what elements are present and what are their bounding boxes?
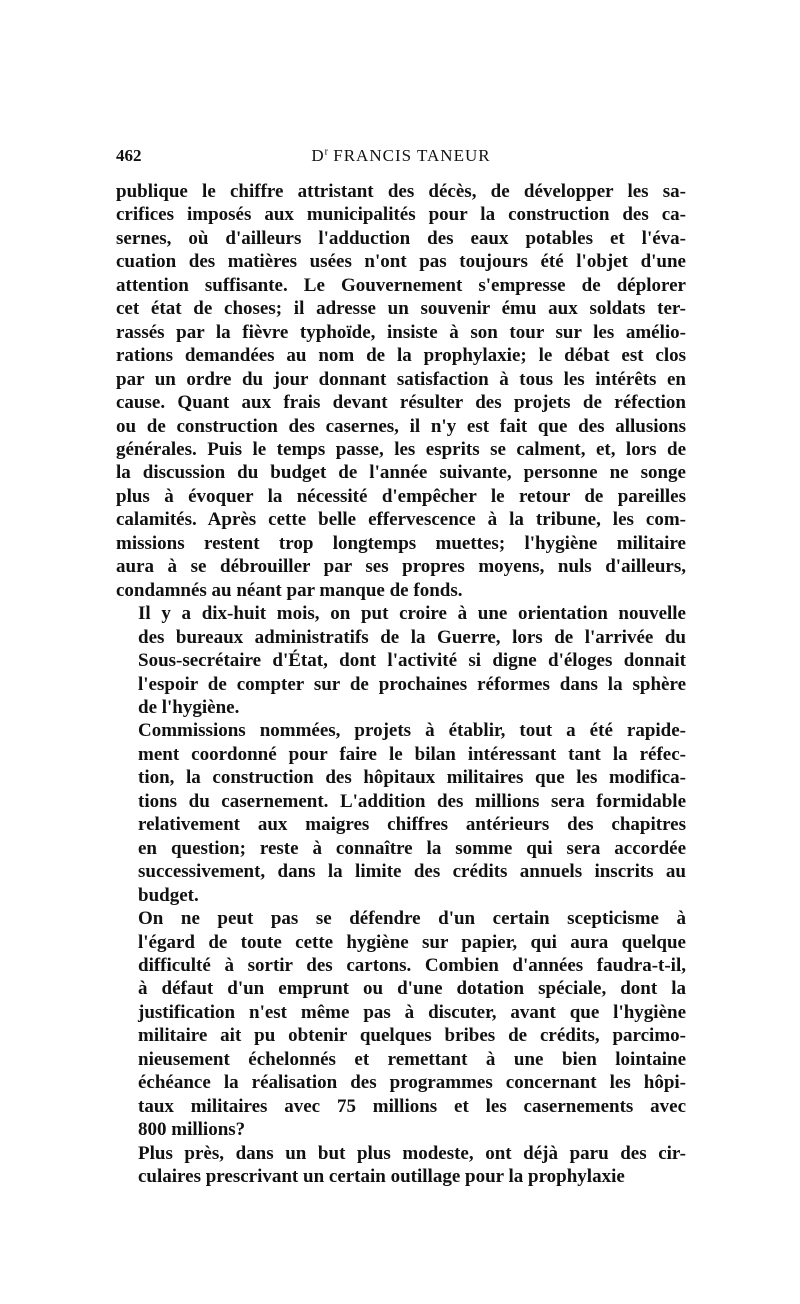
text-line: plus à évoquer la nécessité d'empêcher le retour de pareilles	[116, 485, 686, 507]
paragraph	[116, 1142, 686, 1189]
text-line: successivement, dans la limite des crédits annuels inscrits au	[138, 861, 686, 883]
text-line: justification n'est même pas à discuter, avant que l'hygiène	[138, 1001, 686, 1023]
author-prefix: D	[311, 146, 325, 165]
text-line: l'espoir de compter sur de prochaines réformes dans la sphère	[138, 673, 686, 695]
text-line: Plus près, dans un but plus modeste, ont déjà paru des cir-	[138, 1142, 686, 1164]
text-line: de l'hygiène.	[138, 696, 240, 718]
text-line: ment coordonné pour faire le bilan intéressant tant la réfec-	[138, 743, 686, 765]
paragraph	[116, 907, 686, 1142]
text-line: difficulté à sortir des cartons. Combien d'années faudra-t-il,	[138, 954, 686, 976]
text-line: la discussion du budget de l'année suivante, personne ne songe	[116, 462, 686, 484]
text-line: calamités. Après cette belle effervescence à la tribune, les com-	[116, 509, 686, 531]
text-line: condamnés au néant par manque de fonds.	[116, 579, 463, 601]
text-line: rassés par la fièvre typhoïde, insiste à son tour sur les amélio-	[116, 321, 686, 343]
text-line: tions du casernement. L'addition des millions sera formidable	[138, 790, 686, 812]
paragraph	[116, 719, 686, 907]
book-page	[116, 146, 686, 1188]
author-name: FRANCIS TANEUR	[333, 146, 491, 165]
text-line: taux militaires avec 75 millions et les casernements avec	[138, 1095, 686, 1117]
text-line: relativement aux maigres chiffres antérieurs des chapitres	[138, 814, 686, 836]
body-text	[116, 180, 686, 1188]
text-line: échéance la réalisation des programmes concernant les hôpi-	[138, 1072, 686, 1094]
text-line: cause. Quant aux frais devant résulter des projets de réfection	[116, 392, 686, 414]
text-line: à défaut d'un emprunt ou d'une dotation spéciale, dont la	[138, 978, 686, 1000]
text-line: tion, la construction des hôpitaux militaires que les modifica-	[138, 767, 686, 789]
text-line: 800 millions?	[138, 1119, 246, 1141]
text-line: Il y a dix-huit mois, on put croire à une orientation nouvelle	[138, 603, 686, 625]
paragraph	[116, 180, 686, 602]
text-line: ou de construction des casernes, il n'y est fait que des allusions	[116, 415, 686, 437]
running-head	[116, 146, 686, 166]
paragraph	[116, 602, 686, 719]
text-line: On ne peut pas se défendre d'un certain scepticisme à	[138, 908, 686, 930]
page-header	[116, 146, 686, 168]
text-line: cuation des matières usées n'ont pas toujours été l'objet d'une	[116, 251, 686, 273]
author-prefix-superscript: r	[324, 146, 329, 158]
text-line: nieusement échelonnés et remettant à une bien lointaine	[138, 1048, 686, 1070]
text-line: par un ordre du jour donnant satisfaction à tous les intérêts en	[116, 368, 686, 390]
text-line: l'égard de toute cette hygiène sur papier, qui aura quelque	[138, 931, 686, 953]
text-line: aura à se débrouiller par ses propres moyens, nuls d'ailleurs,	[116, 556, 686, 578]
text-line: sernes, où d'ailleurs l'adduction des eaux potables et l'éva-	[116, 227, 686, 249]
text-line: générales. Puis le temps passe, les esprits se calment, et, lors de	[116, 438, 686, 460]
text-line: en question; reste à connaître la somme qui sera accordée	[138, 837, 686, 859]
text-line: publique le chiffre attristant des décès, de développer les sa-	[116, 181, 686, 202]
text-line: militaire ait pu obtenir quelques bribes de crédits, parcimo-	[138, 1025, 686, 1047]
text-line: Sous-secrétaire d'État, dont l'activité si digne d'éloges donnait	[138, 650, 686, 672]
text-line: attention suffisante. Le Gouvernement s'empresse de déplorer	[116, 274, 686, 296]
text-line: culaires prescrivant un certain outillage pour la prophylaxie	[138, 1166, 625, 1188]
text-line: crifices imposés aux municipalités pour la construction des ca-	[116, 204, 686, 226]
text-line: missions restent trop longtemps muettes; l'hygiène militaire	[116, 532, 686, 554]
text-line: Commissions nommées, projets à établir, tout a été rapide-	[138, 720, 686, 742]
text-line: cet état de choses; il adresse un souvenir ému aux soldats ter-	[116, 298, 686, 320]
text-line: budget.	[138, 884, 199, 906]
text-line: rations demandées au nom de la prophylaxie; le débat est clos	[116, 345, 686, 367]
text-line: des bureaux administratifs de la Guerre, lors de l'arrivée du	[138, 626, 686, 648]
page-number: 462	[116, 146, 142, 165]
